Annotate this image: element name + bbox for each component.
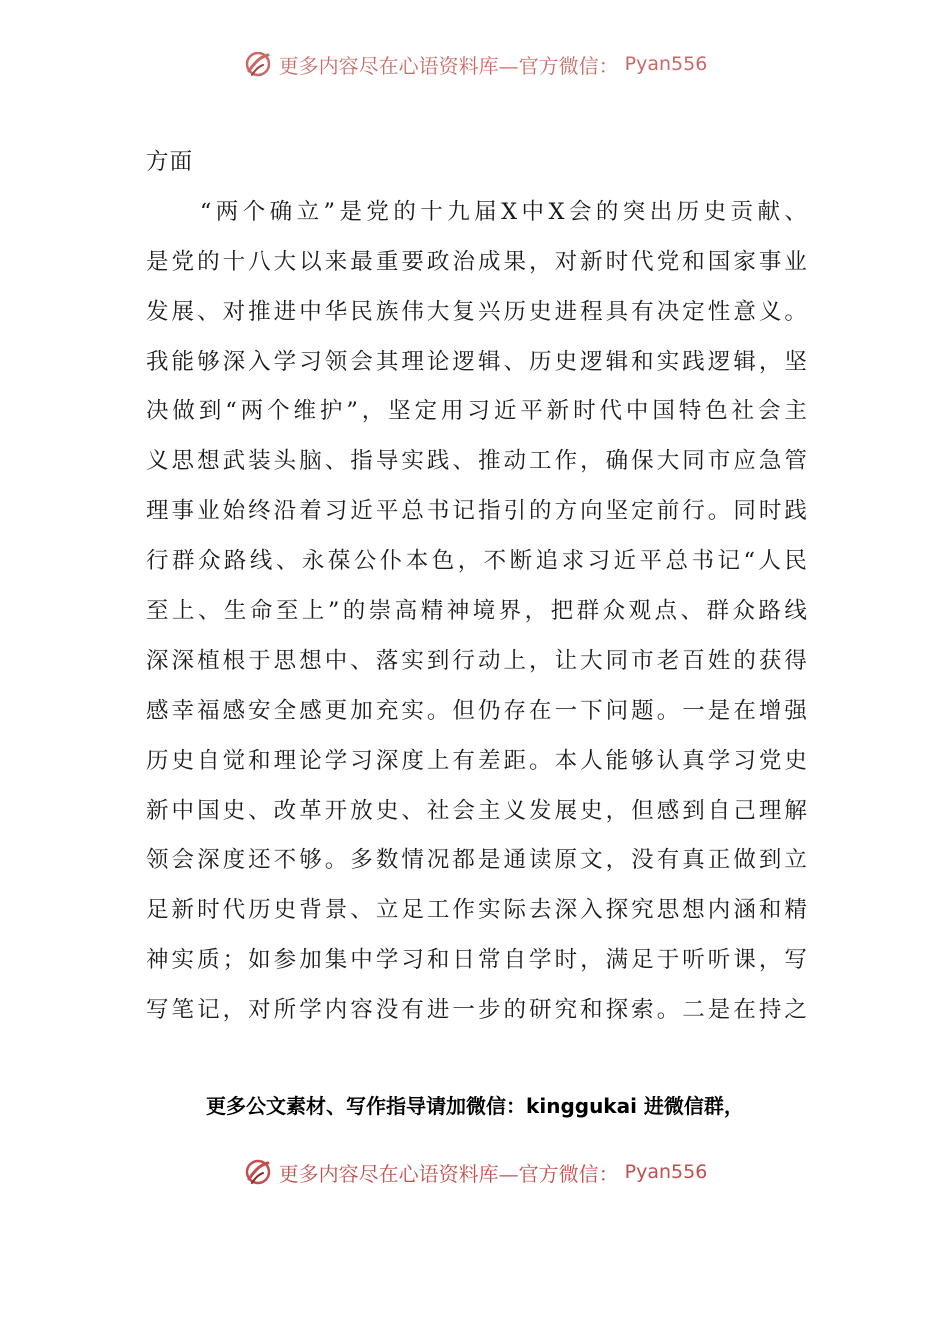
body-line: 决做到“两个维护”，坚定用习近平新时代中国特色社会主: [146, 398, 808, 425]
body-line: 神实质；如参加集中学习和日常自学时，满足于听听课，写: [146, 947, 808, 974]
body-line: 深深植根于思想中、落实到行动上，让大同市老百姓的获得: [146, 647, 808, 674]
watermark-text: 更多内容尽在心语资料库—官方微信：: [278, 1161, 619, 1186]
watermark-wechat-id: Pyan556: [624, 53, 708, 75]
body-line: 方面: [146, 149, 194, 175]
body-line: 感幸福感安全感更加充实。但仍存在一下问题。一是在增强: [146, 697, 808, 724]
body-line: 写笔记，对所学内容没有进一步的研究和探索。二是在持之: [146, 997, 808, 1024]
body-line: 是党的十八大以来最重要政治成果，对新时代党和国家事业: [146, 248, 808, 275]
footer-promo-note: 更多公文素材、写作指导请加微信：kinggukai 进微信群，: [206, 1094, 744, 1118]
body-line: 义思想武装头脑、指导实践、推动工作，确保大同市应急管: [146, 448, 808, 475]
document-body: [146, 138, 808, 1036]
body-line: 历史自觉和理论学习深度上有差距。本人能够认真学习党史: [146, 747, 808, 774]
body-line: 我能够深入学习领会其理论逻辑、历史逻辑和实践逻辑，坚: [146, 348, 808, 375]
watermark-wechat-id: Pyan556: [624, 1161, 708, 1183]
watermark-text: 更多内容尽在心语资料库—官方微信：: [278, 53, 619, 78]
body-line: 足新时代历史背景、立足工作实际去深入探究思想内涵和精: [146, 897, 808, 924]
body-line: 行群众路线、永葆公仆本色，不断追求习近平总书记“人民: [146, 548, 808, 575]
body-line: 理事业始终沿着习近平总书记指引的方向坚定前行。同时践: [146, 498, 808, 525]
body-line: 发展、对推进中华民族伟大复兴历史进程具有决定性意义。: [146, 298, 808, 325]
footer-watermark: [0, 1152, 950, 1192]
swirl-logo-icon: [243, 52, 273, 79]
body-line: 新中国史、改革开放史、社会主义发展史，但感到自己理解: [146, 797, 808, 824]
body-line: “两个确立”是党的十九届X中X会的突出历史贡献、: [146, 198, 808, 225]
body-line: 领会深度还不够。多数情况都是通读原文，没有真正做到立: [146, 847, 808, 874]
swirl-logo-icon: [243, 1157, 273, 1187]
header-watermark: [0, 52, 950, 88]
body-line: 至上、生命至上”的崇高精神境界，把群众观点、群众路线: [146, 598, 808, 625]
